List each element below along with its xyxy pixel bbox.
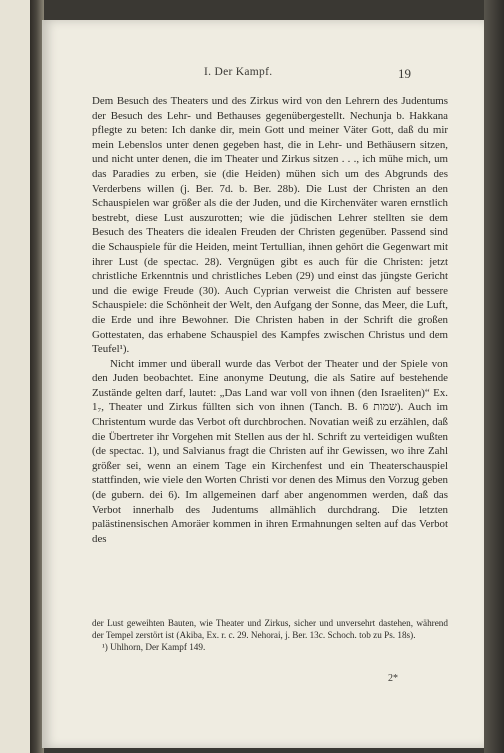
page-number: 19 [398,66,411,81]
right-background [484,0,504,753]
signature-mark: 2* [388,673,398,684]
book-page [42,20,484,748]
footnote-1: ¹) Uhlhorn, Der Kampf 149. [102,642,206,652]
body-text [92,94,448,546]
footnote-continuation: der Lust geweihten Bauten, wie Theater und Zirkus, sicher und unversehrt dastehen, während der Tempel zerstört ist (Akiba, Ex. r. c. 29. Nehorai, j. Ber. 13c. Schoch. tob zu Ps. 18s). [92,618,448,640]
page-header [42,64,484,84]
paragraph-2: Nicht immer und überall wurde das Verbot der Theater und der Spiele von den Juden beobachtet. Eine anonyme Deutung, die als Satire auf bestehende Zustände gelten darf, lautet: „Das Land war voll von ihnen (den Israeliten)“ Ex. 1₇, Theater und Zirkus füllten sich von ihnen (Tanch. B. שמות 6). Auch im Christentum wurde das Verbot oft durchbrochen. Novatian weiß zu erzählen, daß die Übertreter ihr Vorgehen mit Stellen aus der hl. Schrift zu verteidigen wußten (de spectac. 1), und Salvianus fragt die Christen auf ihr Gewissen, wo ihre Zahl größer sei, wenn an einem Tage ein Kirchenfest und ein Theaterschauspiel stattfinden, wie viele den Worten Christi vor denen des Mimus den Vorzug geben (de gubern. dei 6). Im allgemeinen darf aber angenommen werden, daß das Verbot innerhalb des Judentums allmählich durchdrang. Die letzten palästinensischen Amoräer kommen in ihren Ermahnungen selten auf das Verbot des [92,357,448,545]
running-head: I. Der Kampf. [204,66,273,78]
paragraph-1: Dem Besuch des Theaters und des Zirkus wird von den Lehrern des Judentums der Besuch des Lehr- und Bethauses gegenübergestellt. Nechunja b. Hakkana pflegte zu beten: Ich danke dir, mein Gott und meiner Väter Gott, daß du mir mein Lebenslos unter denen gegeben hast, die in Lehr- und Bethäusern sitzen, und nicht unter denen, die im Theater und Zirkus sitzen . . ., ich mühe mich, um das Paradies zu erben, sie (die Heiden) mühen sich um des Abgrunds des Verderbens willen (j. Ber. 7d. b. Ber. 28b). Die Lust der Christen an den Schauspielen war größer als die der Juden, und die Kirchenväter waren ernstlich bestrebt, diese Lust auszurotten; wie die jüdischen Lehrer stellten sie dem Besuch des Theaters die idealen Freuden der Christen gegenüber. Passend sind die Schauspiele für die Heiden, meint Tertullian, ihnen gehört die Gegenwart mit ihrer Lust (de spectac. 28). Vergnügen gibt es auch für die Christen: jetzt christliche Erkenntnis und christliches Leben (29) und einst das jüngste Gericht und die ewige Freude (30). Auch Cyprian verweist die Christen auf bessere Schauspiele: die Schönheit der Welt, den Aufgang der Sonne, das Meer, die Luft, die Erde und ihre Bewohner. Die Christen haben in der Schrift die großen Gottestaten, das erhabene Schauspiel des Kampfes zwischen Christus und dem Teufel¹). [92,95,448,356]
footnotes [92,617,448,653]
previous-page-edge [0,0,34,753]
